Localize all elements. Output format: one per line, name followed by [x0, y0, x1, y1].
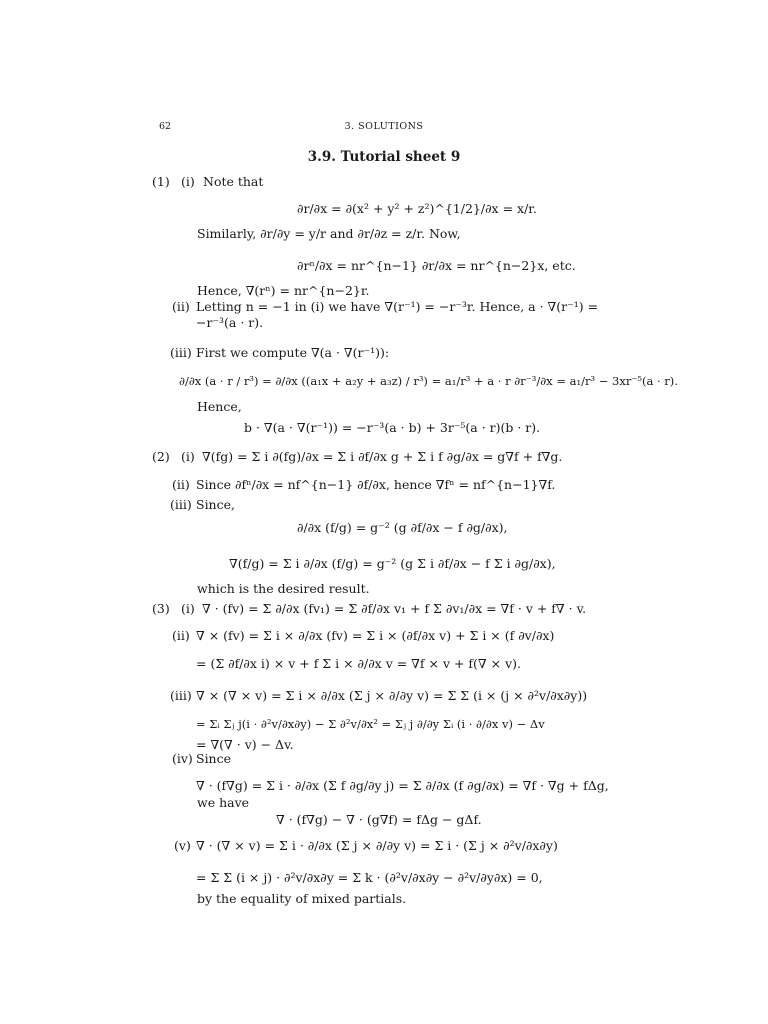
display-equation: ∇(f/g) = Σ i ∂/∂x (f/g) = g⁻² (g Σ i ∂f/∂x − f Σ i ∂g/∂x),: [229, 556, 556, 571]
problem-number: (2): [152, 449, 170, 464]
display-equation: ∂/∂x (a · r / r³) = ∂/∂x ((a₁x + a₂y + a₃z) / r³) = a₁/r³ + a · r ∂r⁻³/∂x = a₁/r³ − 3xr⁻⁵(a · r).: [179, 374, 678, 388]
display-equation: ∂rⁿ/∂x = nr^{n−1} ∂r/∂x = nr^{n−2}x, etc.: [297, 258, 576, 273]
text-line: by the equality of mixed partials.: [197, 891, 407, 906]
part-label: (ii): [172, 477, 190, 492]
equation-line: ∇ · (fv) = Σ ∂/∂x (fv₁) = Σ ∂f/∂x v₁ + f Σ ∂v₁/∂x = ∇f · v + f∇ · v.: [202, 601, 587, 616]
page-header: [0, 121, 768, 135]
display-equation: ∂r/∂x = ∂(x² + y² + z²)^{1/2}/∂x = x/r.: [297, 201, 537, 216]
text-line: Hence,: [197, 399, 242, 414]
part-label: (iii): [170, 497, 192, 512]
text-line: −r⁻³(a · r).: [196, 315, 264, 330]
text-line: we have: [197, 795, 250, 810]
equation-line: ∇ × (∇ × v) = Σ i × ∂/∂x (Σ j × ∂/∂y v) = Σ Σ (i × (j × ∂²v/∂x∂y)): [196, 688, 588, 703]
part-label: (ii): [172, 628, 190, 643]
text-line: Since ∂fⁿ/∂x = nf^{n−1} ∂f/∂x, hence ∇fⁿ = nf^{n−1}∇f.: [196, 477, 556, 492]
equation-line: ∇(fg) = Σ i ∂(fg)/∂x = Σ i ∂f/∂x g + Σ i f ∂g/∂x = g∇f + f∇g.: [202, 449, 563, 464]
display-equation: ∇ · (f∇g) − ∇ · (g∇f) = fΔg − gΔf.: [276, 812, 482, 827]
text-line: First we compute ∇(a · ∇(r⁻¹)):: [196, 345, 390, 360]
part-label: (ii): [172, 299, 190, 314]
section-title: 3.9. Tutorial sheet 9: [307, 149, 461, 165]
display-equation: b · ∇(a · ∇(r⁻¹)) = −r⁻³(a · b) + 3r⁻⁵(a · r)(b · r).: [244, 420, 541, 435]
part-label: (iii): [170, 688, 192, 703]
part-label: (i): [181, 601, 195, 616]
display-equation: ∂/∂x (f/g) = g⁻² (g ∂f/∂x − f ∂g/∂x),: [297, 520, 508, 535]
part-label: (i): [181, 174, 195, 189]
text-line: Since,: [196, 497, 235, 512]
page-number: 62: [159, 121, 172, 132]
equation-line: = Σᵢ Σⱼ j(i · ∂²v/∂x∂y) − Σ ∂²v/∂x² = Σⱼ j ∂/∂y Σᵢ (i · ∂/∂x v) − Δv: [196, 717, 545, 731]
text-line: Hence, ∇(rⁿ) = nr^{n−2}r.: [197, 283, 370, 298]
text-line: Similarly, ∂r/∂y = y/r and ∂r/∂z = z/r. Now,: [197, 226, 461, 241]
running-head: 3. SOLUTIONS: [344, 121, 424, 132]
problem-number: (3): [152, 601, 170, 616]
equation-line: ∇ · (∇ × v) = Σ i · ∂/∂x (Σ j × ∂/∂y v) = Σ i · (Σ j × ∂²v/∂x∂y): [196, 838, 558, 853]
equation-line: ∇ × (fv) = Σ i × ∂/∂x (fv) = Σ i × (∂f/∂x v) + Σ i × (f ∂v/∂x): [196, 628, 555, 643]
equation-line: ∇ · (f∇g) = Σ i · ∂/∂x (Σ f ∂g/∂y j) = Σ ∂/∂x (f ∂g/∂x) = ∇f · ∇g + fΔg,: [196, 778, 609, 793]
part-label: (i): [181, 449, 195, 464]
equation-line: = (Σ ∂f/∂x i) × v + f Σ i × ∂/∂x v = ∇f × v + f(∇ × v).: [196, 656, 521, 671]
text-line: Note that: [203, 174, 264, 189]
text-line: Letting n = −1 in (i) we have ∇(r⁻¹) = −r⁻³r. Hence, a · ∇(r⁻¹) =: [196, 299, 599, 314]
equation-line: = ∇(∇ · v) − Δv.: [196, 737, 294, 752]
equation-line: = Σ Σ (i × j) · ∂²v/∂x∂y = Σ k · (∂²v/∂x∂y − ∂²v/∂y∂x) = 0,: [196, 870, 543, 885]
text-line: which is the desired result.: [197, 581, 370, 596]
text-line: Since: [196, 751, 232, 766]
part-label: (iii): [170, 345, 192, 360]
problem-number: (1): [152, 174, 170, 189]
part-label: (iv): [172, 751, 193, 766]
part-label: (v): [174, 838, 191, 853]
